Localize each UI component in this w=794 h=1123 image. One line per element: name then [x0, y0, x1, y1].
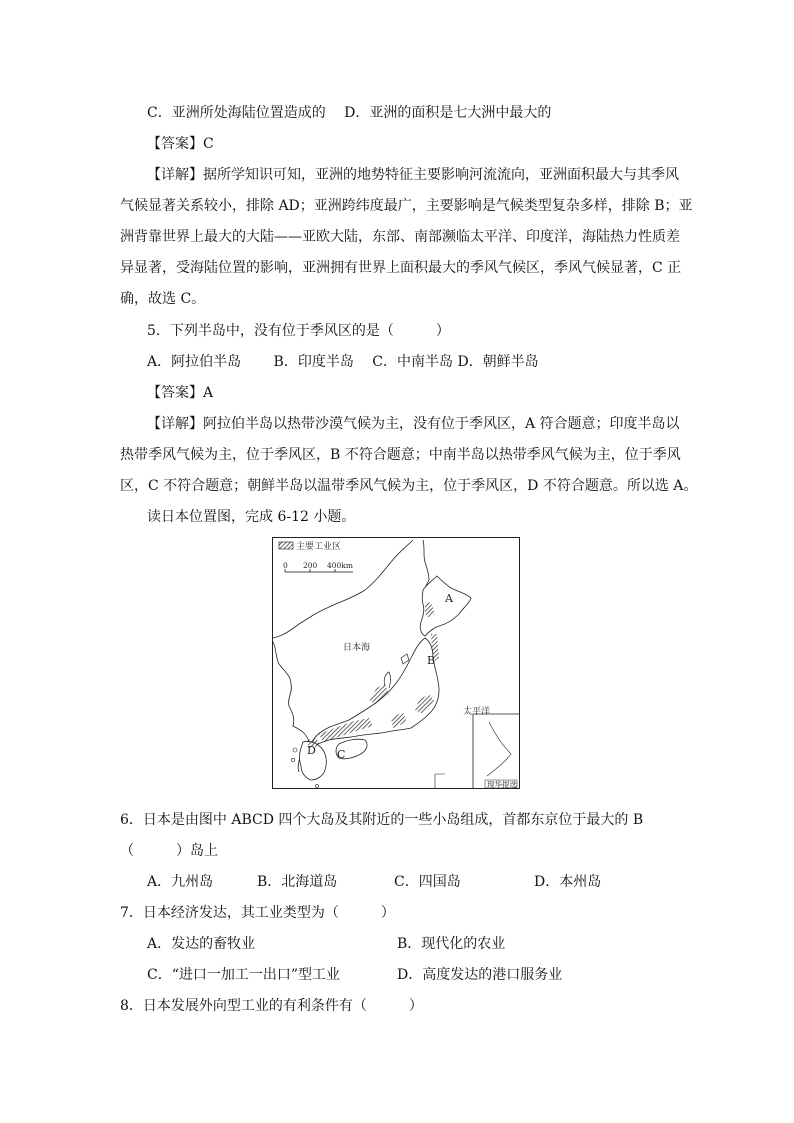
explain-5-line1: 【详解】阿拉伯半岛以热带沙漠气候为主，没有位于季风区，A 符合题意；印度半岛以 — [147, 416, 680, 432]
q7-option-d: D．高度发达的港口服务业 — [397, 967, 563, 983]
question-8: 8．日本发展外向型工业的有利条件有（ ） — [120, 998, 423, 1014]
scale-bar — [283, 561, 353, 572]
q7-option-c: C．“进口一加工一出口”型工业 — [147, 967, 341, 983]
question-6-line2: （ ）岛上 — [120, 843, 218, 859]
explain-4-line5: 确，故选 C。 — [120, 291, 206, 307]
small-island — [293, 748, 297, 752]
japan-location-map — [272, 537, 520, 789]
answer-4: 【答案】C — [147, 136, 214, 152]
explain-5-line2: 热带季风气候为主，位于季风区，B 不符合题意；中南半岛以热带季风气候为主，位于季风 — [120, 447, 681, 463]
map-legend — [279, 540, 341, 552]
question-5: 5．下列半岛中，没有位于季风区的是（ ） — [147, 323, 450, 339]
q6-option-d: D．本州岛 — [534, 874, 602, 890]
scale-tick-200: 200 — [303, 561, 318, 570]
sea-of-japan-label: 日本海 — [343, 643, 371, 653]
q6-option-c: C．四国岛 — [394, 874, 461, 890]
q6-options — [147, 872, 667, 892]
map-inset — [435, 714, 519, 788]
small-island — [315, 784, 318, 787]
explain-4-line3: 洲背靠世界上最大的大陆——亚欧大陆，东部、南部濒临太平洋、印度洋，海陆热力性质差 — [120, 229, 680, 245]
island-label-c: C — [337, 748, 346, 761]
sado-island — [401, 654, 409, 664]
explain-4-line1: 【详解】据所学知识可知，亚洲的地势特征主要影响河流流向，亚洲面积最大与其季风 — [147, 167, 679, 183]
sakhalin — [423, 540, 429, 590]
q6-option-a: A．九州岛 — [147, 874, 214, 890]
pacific-ocean-label: 太平洋 — [463, 707, 491, 717]
answer-5: 【答案】A — [147, 385, 214, 401]
q7-option-a: A．发达的畜牧业 — [147, 936, 256, 952]
q4-options-cd: C．亚洲所处海陆位置造成的 D．亚洲的面积是七大洲中最大的 — [147, 105, 552, 121]
q6-option-b: B．北海道岛 — [257, 874, 338, 890]
explain-4-line2: 气候显著关系较小，排除 AD；亚洲跨纬度最广，主要影响是气候类型复杂多样，排除 B；亚 — [120, 198, 693, 214]
q5-options: A．阿拉伯半岛 B．印度半岛 C．中南半岛 D．朝鲜半岛 — [147, 354, 539, 370]
q7-options-row1 — [147, 934, 667, 954]
island-label-d: D — [307, 744, 316, 757]
q7-options-row2 — [147, 965, 667, 985]
island-label-a: A — [445, 592, 453, 605]
explain-5-line3: 区，C 不符合题意；朝鲜半岛以温带季风气候为主，位于季风区，D 不符合题意。所以选 A。 — [120, 478, 698, 494]
map-intro: 读日本位置图，完成 6-12 小题。 — [147, 509, 356, 525]
question-6-line1: 6．日本是由图中 ABCD 四个大岛及其附近的一些小岛组成，首都东京位于最大的 B — [120, 812, 644, 828]
explain-4-line4: 异显著，受海陆位置的影响，亚洲拥有世界上面积最大的季风气候区，季风气候显著，C 正 — [120, 260, 682, 276]
small-island — [291, 758, 294, 761]
island-label-b: B — [427, 654, 436, 667]
q7-option-b: B．现代化的农业 — [397, 936, 506, 952]
scale-tick-0: 0 — [283, 561, 288, 570]
question-7: 7．日本经济发达，其工业类型为（ ） — [120, 905, 395, 921]
scale-tick-400: 400km — [327, 561, 353, 570]
legend-label: 主要工业区 — [296, 542, 342, 552]
inset-watermark: 现华提选 — [487, 780, 517, 788]
